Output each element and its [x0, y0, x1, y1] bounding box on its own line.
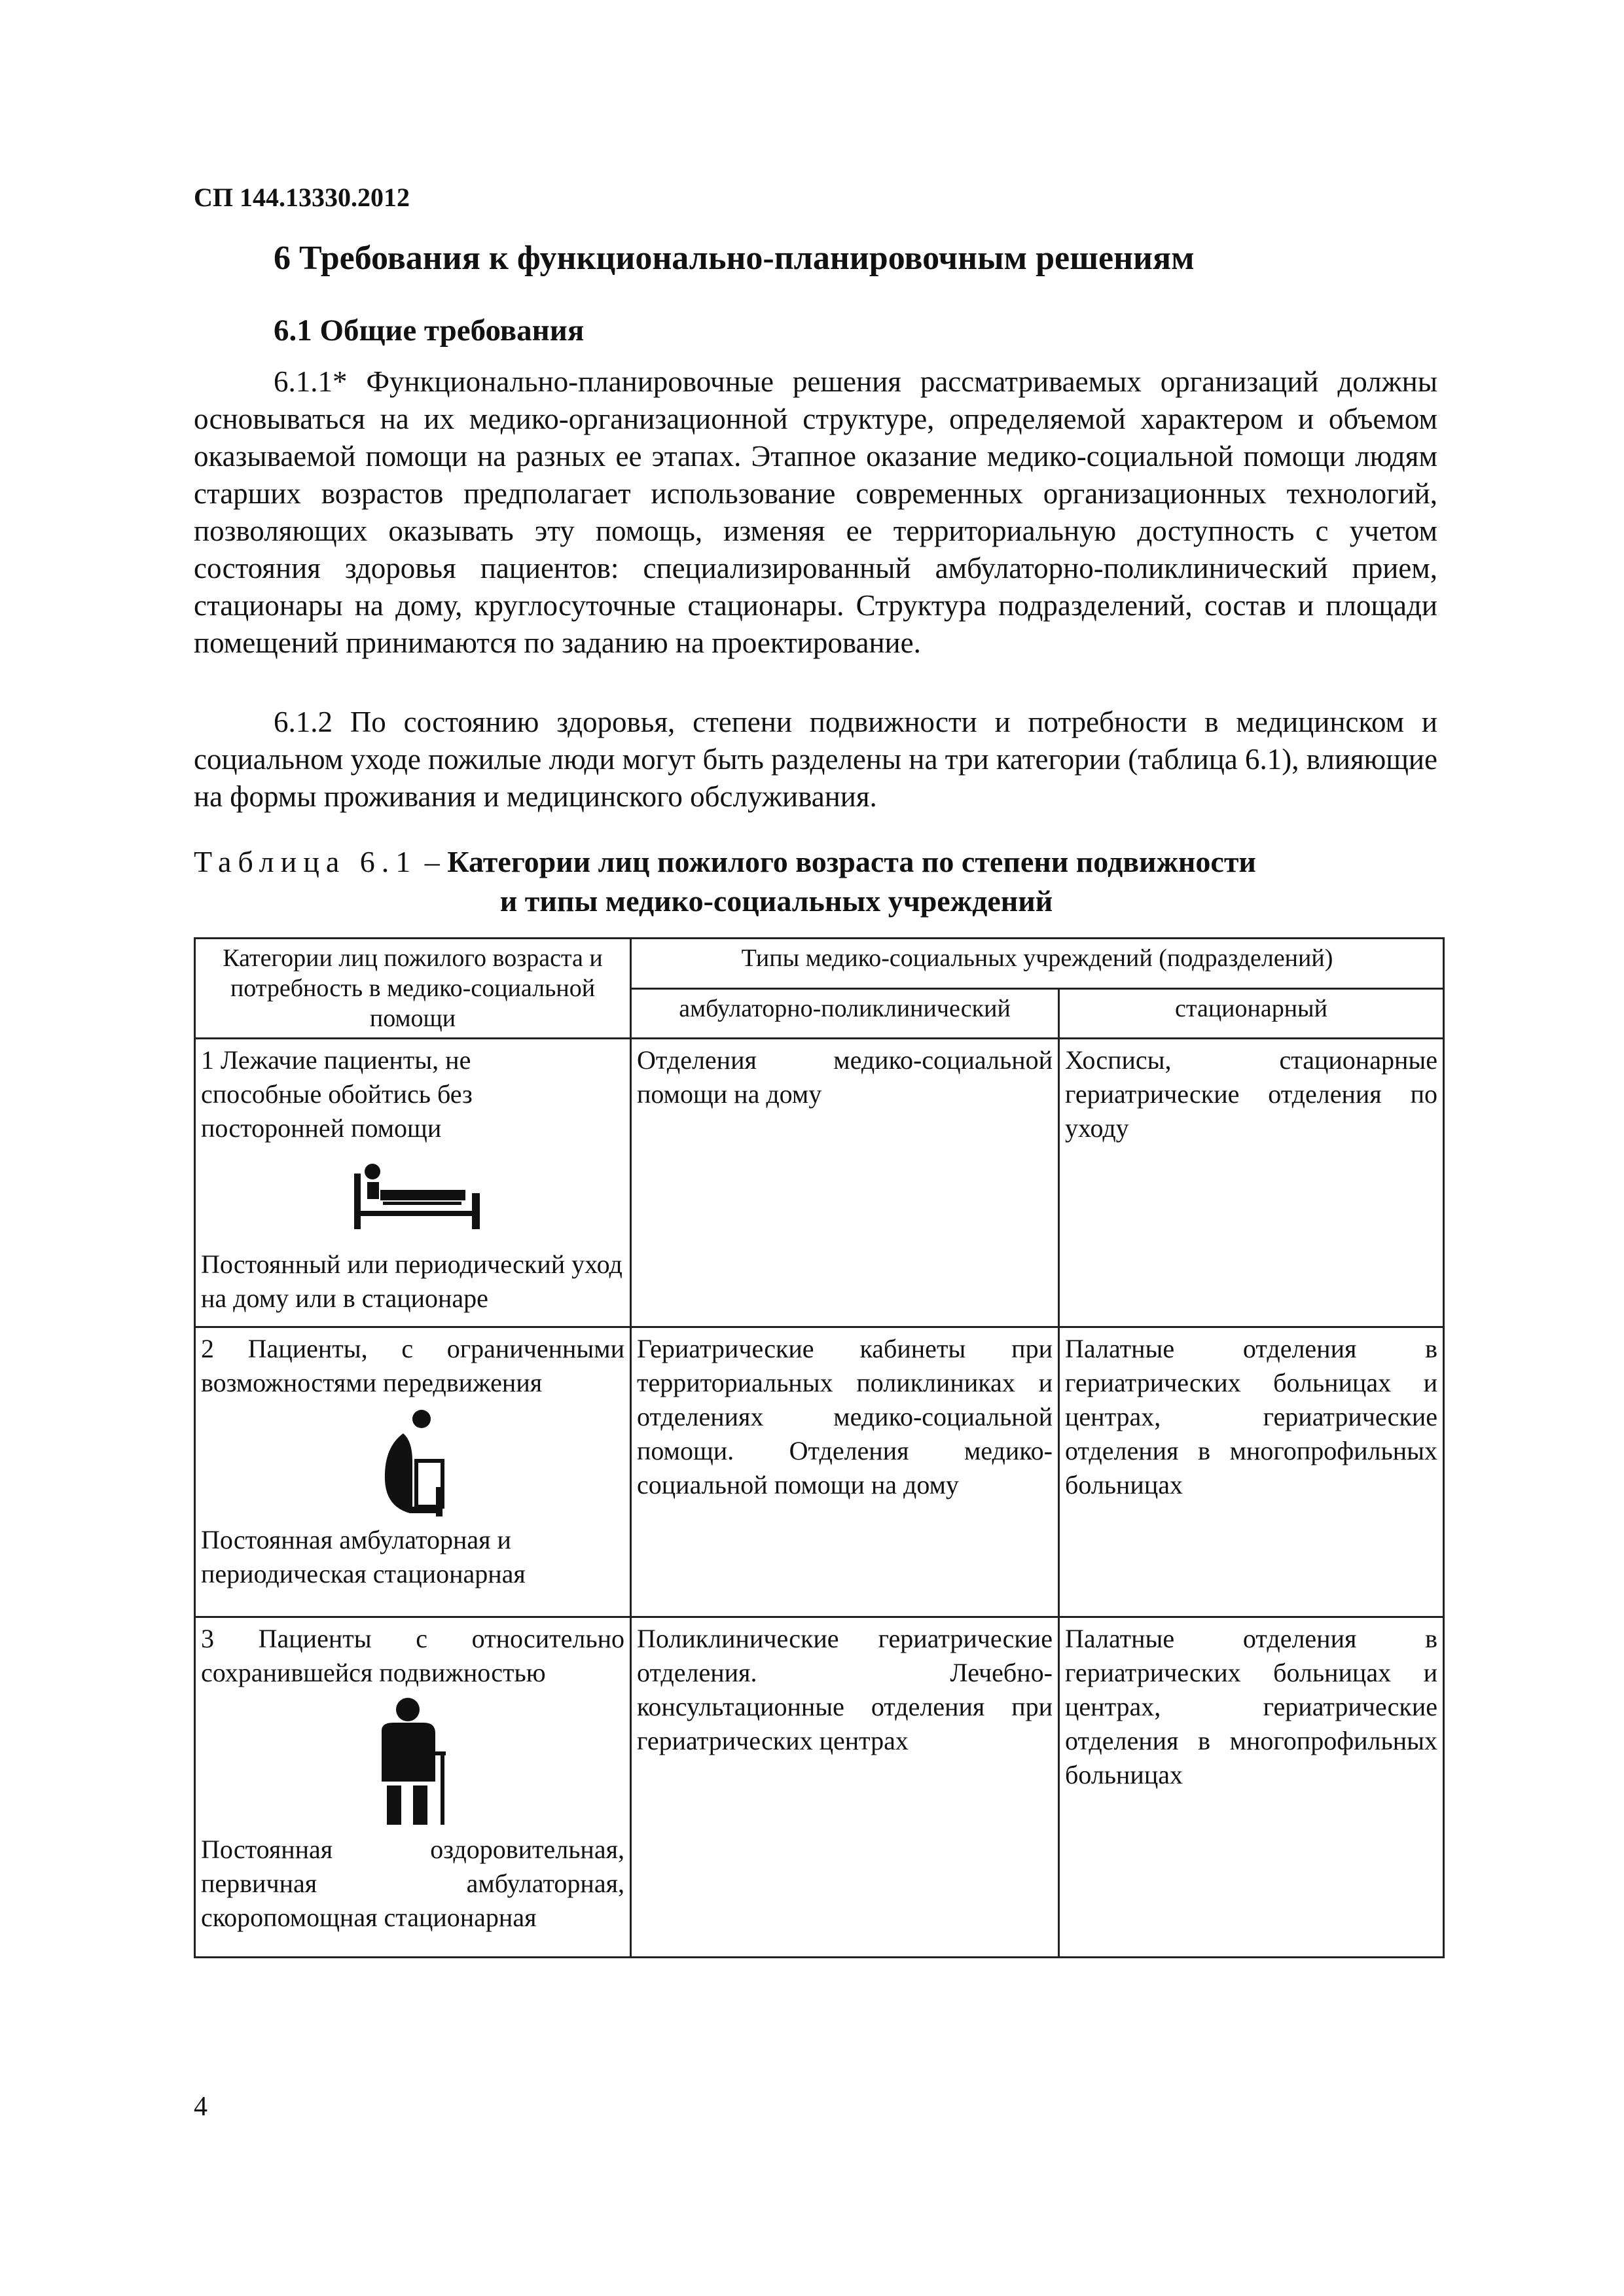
inpatient-cell: Палатные отделения в гериатрических больницах и центрах, гериатрические отделения в многопрофильных больницах [1059, 1617, 1444, 1958]
category-text: 2 Пациенты, с ограниченными возможностями передвижения [201, 1334, 624, 1397]
need-text: Постоянная амбулаторная и периодическая стационарная [201, 1525, 526, 1588]
paragraph-6-1-2: 6.1.2 По состоянию здоровья, степени подвижности и потребности в медицинском и социальном уходе пожилые люди могут быть разделены на три категории (таблица 6.1), влияющие на формы проживания и медицинского обслуживания. [194, 706, 1437, 813]
wheelchair-user-icon [201, 1407, 624, 1518]
ambulatory-cell: Отделения медико-социальной помощи на дому [631, 1039, 1059, 1327]
table-caption-title-line2: и типы медико-социальных учреждений [499, 884, 1053, 918]
document-code: СП 144.13330.2012 [194, 183, 410, 212]
table-header-row [195, 939, 1444, 989]
category-cell [195, 1039, 631, 1327]
category-cell [195, 1617, 631, 1958]
subsection-title: 6.1 Общие требования [274, 314, 585, 348]
table-caption-title-line1: Категории лиц пожилого возраста по степени подвижности [447, 845, 1256, 878]
category-text: 1 Лежачие пациенты, не способные обойтись без посторонней помощи [201, 1045, 473, 1143]
table-row [195, 1617, 1444, 1958]
table-caption-label: Таблица 6.1 [194, 845, 418, 878]
paragraph-6-1-1: 6.1.1* Функционально-планировочные решения рассматриваемых организаций должны основываться на их медико-организационной структуре, определяемой характером и объемом оказываемой помощи на разных ее этапах. Этапное оказание медико-социальной помощи людям старших возрастов предполагает использование современных организационных технологий, позволяющих оказывать эту помощь, изменяя ее территориальную доступность с учетом состояния здоровья пациентов: специализированный амбулаторно-поликлинический прием, стационары на дому, круглосуточные стационары. Структура подразделений, состав и площади помещений принимаются по заданию на проектирование. [194, 365, 1437, 659]
table-row [195, 1327, 1444, 1617]
category-text: 3 Пациенты с относительно сохранившейся подвижностью [201, 1624, 624, 1687]
bedridden-patient-icon [201, 1151, 624, 1242]
header-categories: Категории лиц пожилого возраста и потребность в медико-социальной помощи [195, 939, 631, 1039]
header-ambulatory: амбулаторно-поликлинический [631, 988, 1059, 1039]
inpatient-cell: Хосписы, стационарные гериатрические отделения по уходу [1059, 1039, 1444, 1327]
ambulatory-cell: Поликлинические гериатрические отделения. Лечебно-консультационные отделения при гериатрических центрах [631, 1617, 1059, 1958]
elderly-with-cane-icon [201, 1696, 624, 1827]
section-title: 6 Требования к функционально-планировочным решениям [274, 240, 1195, 277]
table-row [195, 1039, 1444, 1327]
table-caption-dash: – [417, 845, 448, 878]
category-cell [195, 1327, 631, 1617]
need-text: Постоянная оздоровительная, первичная амбулаторная, скоропомощная стационарная [201, 1835, 624, 1932]
need-text: Постоянный или периодический уход на дому или в стационаре [201, 1249, 623, 1313]
inpatient-cell: Палатные отделения в гериатрических больницах и центрах, гериатрические отделения в многопрофильных больницах [1059, 1327, 1444, 1617]
table-caption [194, 844, 1437, 879]
page-number: 4 [194, 2092, 208, 2122]
header-inpatient: стационарный [1059, 988, 1444, 1039]
header-institution-types: Типы медико-социальных учреждений (подразделений) [631, 939, 1444, 989]
categories-table [194, 937, 1445, 1958]
ambulatory-cell: Гериатрические кабинеты при территориальных поликлиниках и отделениях медико-социальной помощи. Отделения медико-социальной помощи на дому [631, 1327, 1059, 1617]
